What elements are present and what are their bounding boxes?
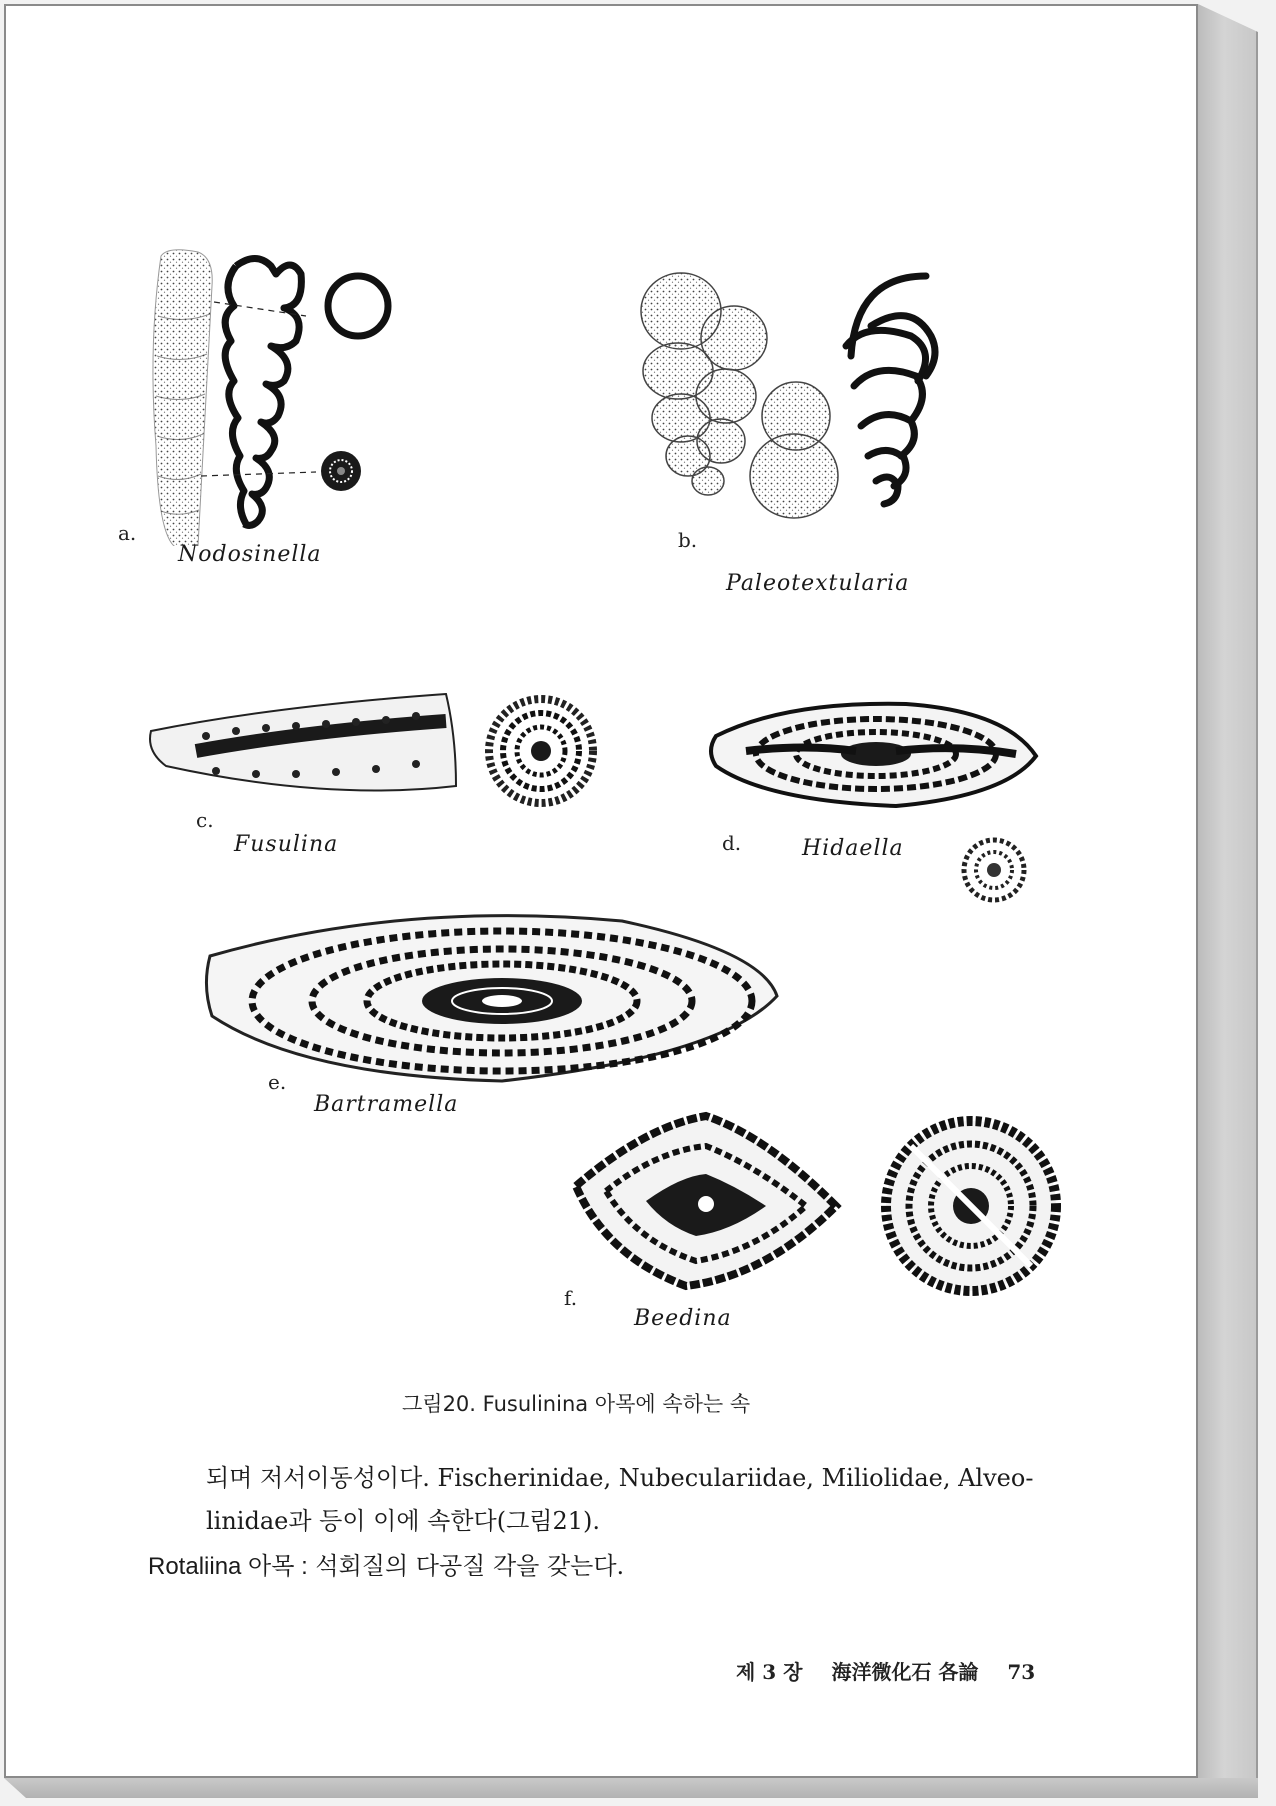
genus-name: Hidaella (802, 836, 904, 861)
book-page (4, 4, 1198, 1778)
chapter-label: 제 3 장 (736, 1660, 803, 1684)
figure-letter: f. (564, 1286, 578, 1310)
body-text-line: 되며 저서이동성이다. Fischerinidae, Nubeculariidae, Miliolidae, Alveo- (206, 1464, 1034, 1492)
figure-caption: 그림20. Fusulinina 아목에 속하는 속 (402, 1392, 751, 1416)
figure-letter: d. (722, 831, 742, 855)
genus-name: Bartramella (314, 1092, 459, 1117)
figure-c-fusulina (146, 686, 616, 866)
hidaella-cross-section (956, 826, 1036, 916)
genus-name: Nodosinella (178, 542, 322, 567)
body-text-line: linidae과 등이 이에 속한다(그림21). (206, 1507, 600, 1535)
genus-name: Fusulina (234, 832, 339, 857)
genus-name: Paleotextularia (726, 571, 910, 596)
page-number: 73 (1007, 1660, 1036, 1684)
figure-b-paleotextularia (626, 266, 1046, 596)
figure-letter: c. (196, 808, 214, 832)
genus-name: Beedina (634, 1306, 732, 1331)
running-footer (736, 1656, 1057, 1685)
section-title: 海洋微化石 各論 (831, 1660, 979, 1684)
hidaella-illustration (706, 696, 1046, 816)
fusulina-illustration (146, 686, 616, 816)
figure-letter: a. (118, 521, 137, 545)
book-bottom-edge (4, 1778, 1258, 1798)
figure-letter: e. (268, 1070, 287, 1094)
beedina-illustration (566, 1106, 1066, 1296)
figure-letter: b. (678, 528, 698, 552)
figure-a-nodosinella (106, 246, 466, 576)
subheading-description: 석회질의 다공질 각을 갖는다. (315, 1552, 625, 1580)
section-subheading (148, 1546, 624, 1581)
nodosinella-illustration (106, 246, 466, 546)
bartramella-illustration (202, 906, 792, 1086)
figure-e-bartramella (202, 906, 802, 1126)
paleotextularia-illustration (626, 266, 1046, 536)
figure-f-beedina (566, 1106, 1066, 1346)
book-page-edge (1198, 4, 1258, 1779)
subheading-term: Rotaliina 아목 : (148, 1553, 308, 1580)
figure-d-hidaella (706, 696, 1046, 926)
